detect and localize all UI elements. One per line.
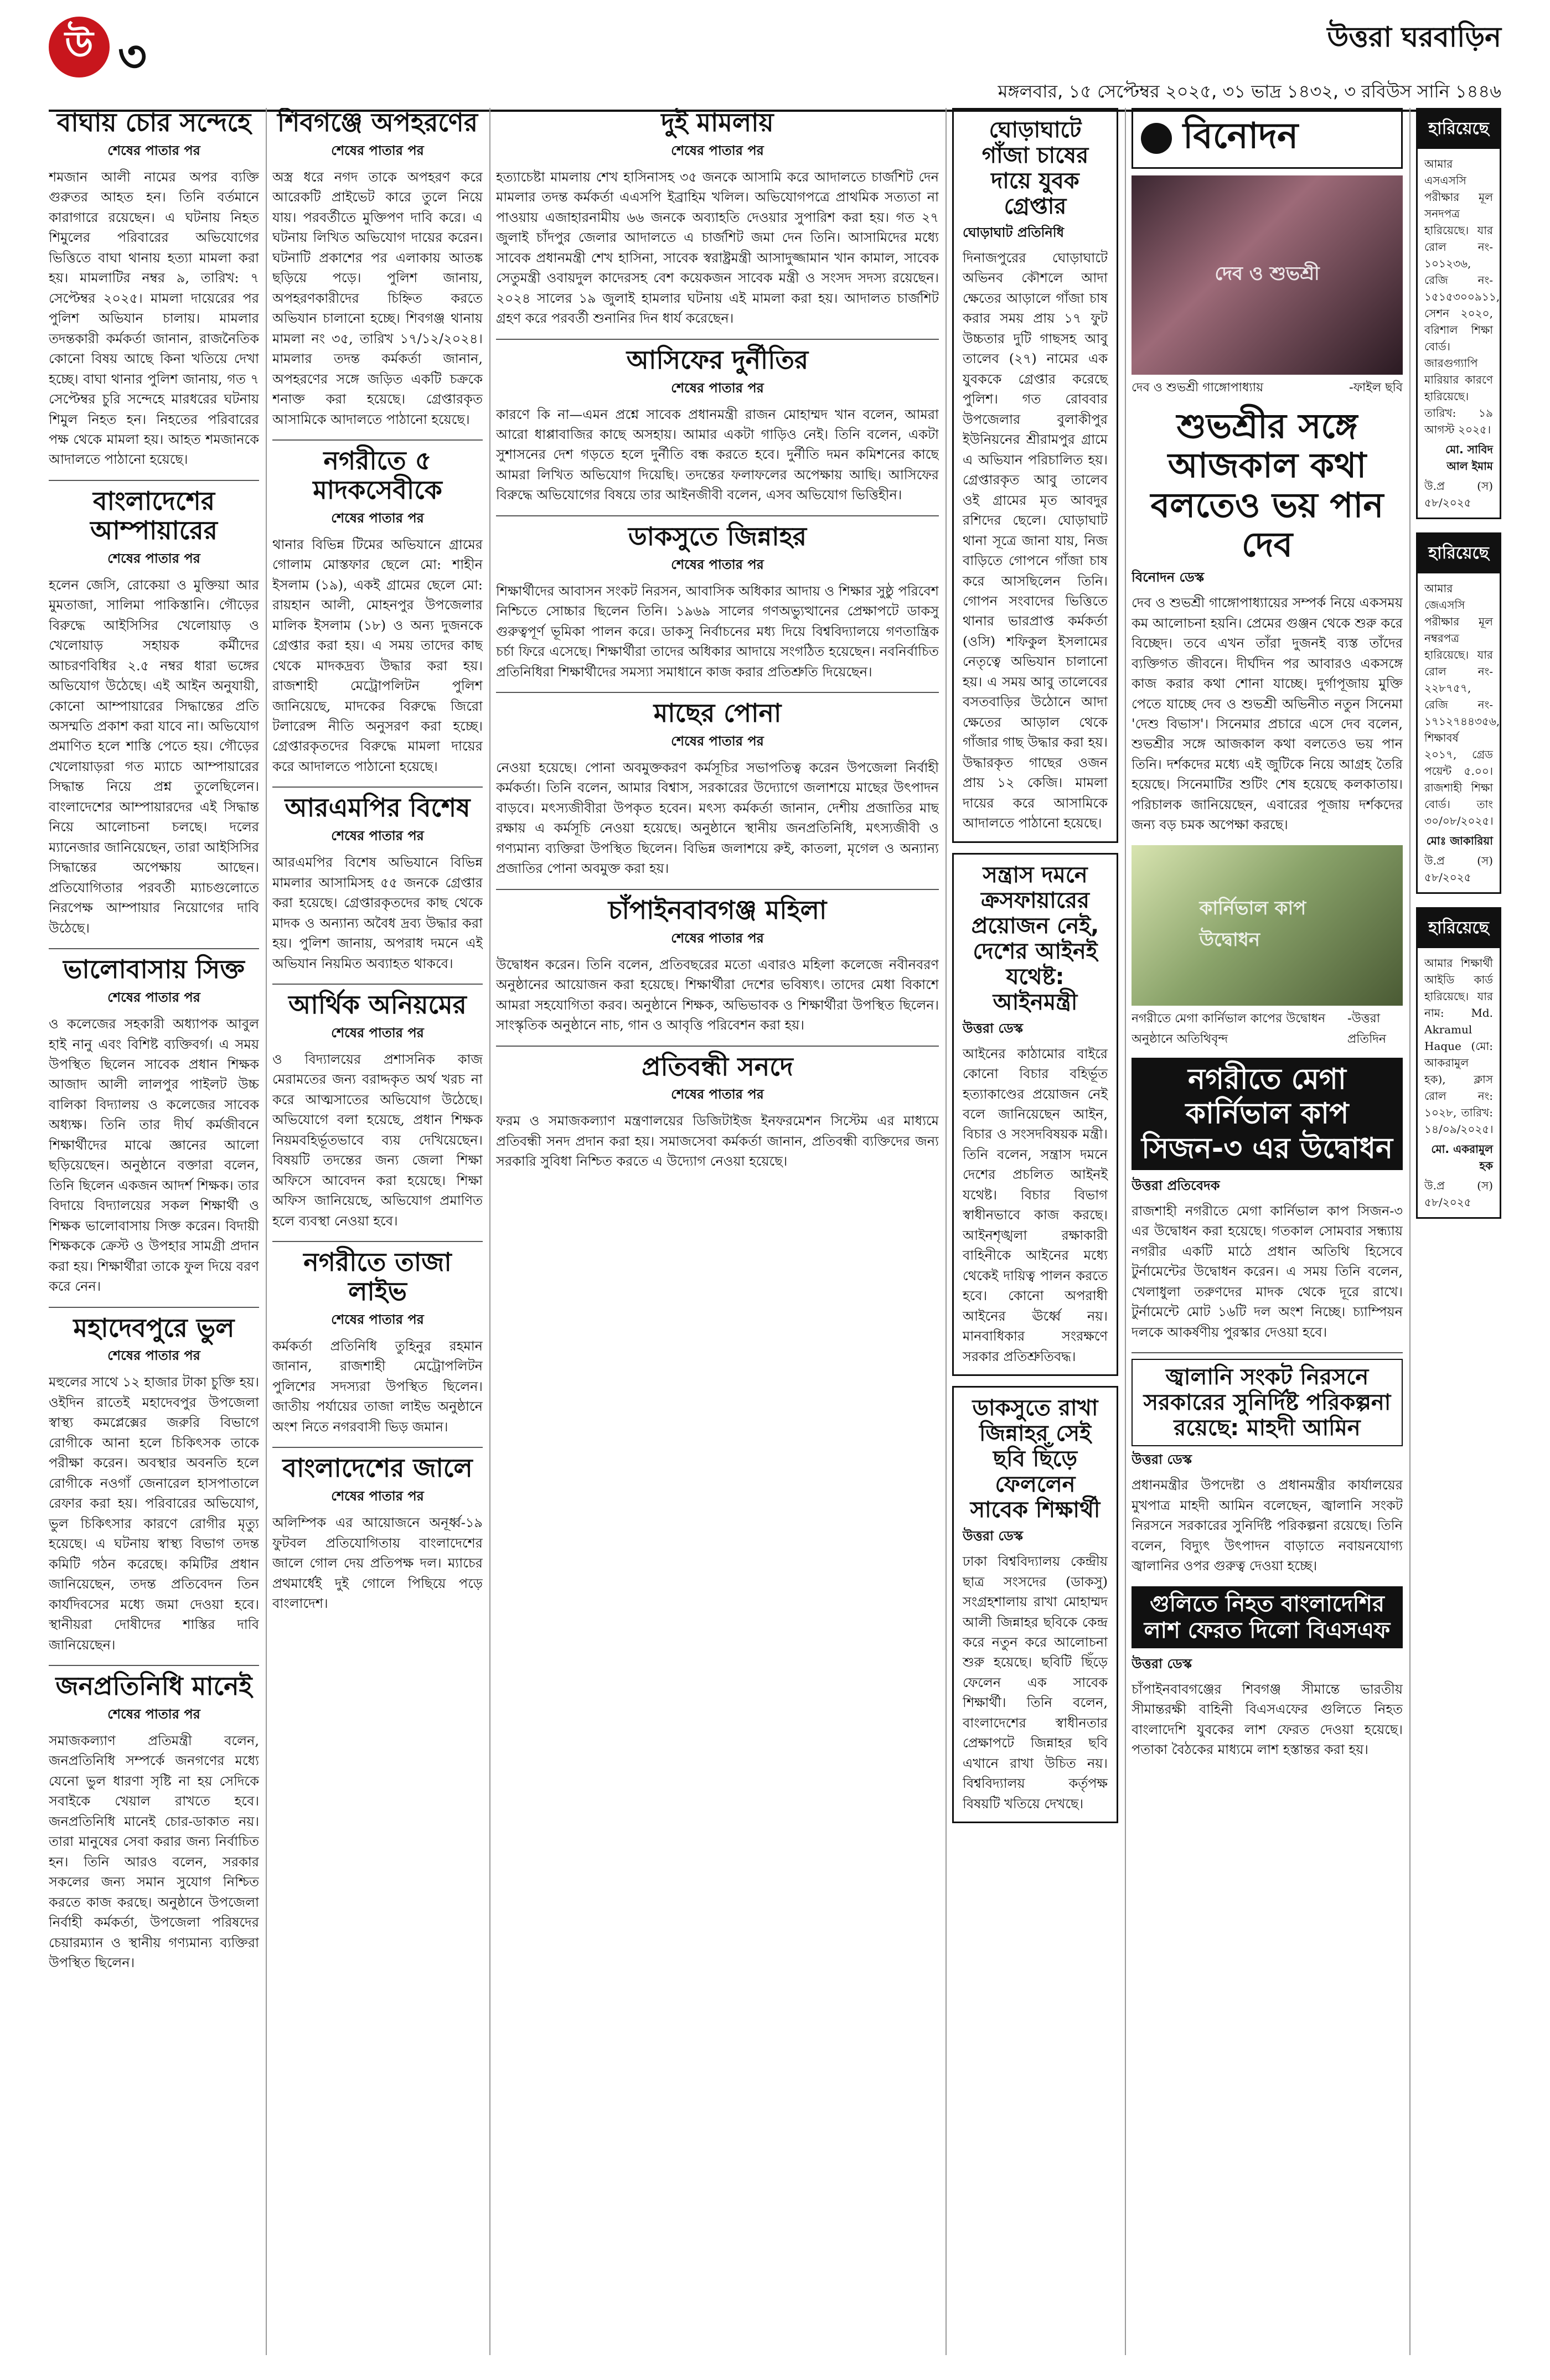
continued-label: শেষের পাতার পর bbox=[107, 1348, 200, 1364]
article-bagha bbox=[49, 108, 259, 470]
headline: বাংলাদেশের জালে bbox=[282, 1453, 473, 1483]
article-body: রাজশাহী নগরীতে মেগা কার্নিভাল কাপ সিজন-৩ এর উদ্বোধন করা হয়েছে। গতকাল সোমবার সন্ধ্যায় নগরীর একটি মাঠে প্রধান অতিথি হিসেবে টুর্নামেন্টের উদ্বোধন করেন। এ সময় তিনি বলেন, খেলাধুলা তরুণদের মাদক থেকে দূরে রাখে। টুর্নামেন্টে মোট ১৬টি দল অংশ নিচ্ছে। চ্যাম্পিয়ন দলকে আকর্ষণীয় পুরস্কার দেওয়া হবে। bbox=[1132, 1203, 1403, 1340]
headline: দুই মামলায় bbox=[661, 108, 774, 137]
headline: চাঁপাইনবাবগঞ্জ মহিলা bbox=[608, 894, 827, 925]
notice-ref: উ.প্র (স) ৫৮/২০২৫ bbox=[1424, 479, 1493, 509]
page-number: ৩ bbox=[118, 30, 147, 82]
article-body: অলিম্পিক এর আয়োজনে অনূর্ধ্ব-১৯ ফুটবল প্রতিযোগিতায় বাংলাদেশের জালে গোল দেয় প্রতিপক্ষ দল। ম্যাচের প্রথমার্ধেই দুই গোলে পিছিয়ে পড়ে বাংলাদেশ। bbox=[272, 1515, 483, 1612]
lost-notice bbox=[1416, 108, 1501, 519]
divider bbox=[49, 1665, 259, 1666]
article-live bbox=[272, 1248, 483, 1437]
headline: প্রতিবন্ধী সনদে bbox=[642, 1051, 793, 1082]
headline: মাছের পোনা bbox=[653, 698, 782, 728]
continued-label: শেষের পাতার পর bbox=[671, 556, 764, 572]
photo-label: কার্নিভাল কাপ উদ্বোধন bbox=[1199, 897, 1306, 951]
headline: বাঘায় চোর সন্দেহে bbox=[56, 108, 251, 137]
article-body: নেওয়া হয়েছে। পোনা অবমুক্তকরণ কর্মসূচির সভাপতিত্ব করেন উপজেলা নির্বাহী কর্মকর্তা। তিনি বলেন, আমার বিশ্বাস, সরকারের উদ্যোগে জলাশয়ে মাছের উৎপাদন বাড়বে। মৎস্যজীবীরা উপকৃত হবেন। মৎস্য কর্মকর্তা জানান, দেশীয় প্রজাতির মাছ রক্ষায় এ কর্মসূচি নেওয়া হয়েছে। অনুষ্ঠানে স্থানীয় জনপ্রতিনিধি, মৎস্যজীবী ও গণ্যমান্য ব্যক্তিরা উপস্থিত ছিলেন। বিভিন্ন জলাশয়ে রুই, কাতলা, মৃগেল ও অন্যান্য প্রজাতির পোনা অবমুক্ত করা হয়। bbox=[496, 760, 939, 877]
article-carnival bbox=[1132, 1058, 1403, 1342]
continued-label: শেষের পাতার পর bbox=[671, 1086, 764, 1103]
column-5 bbox=[1132, 108, 1403, 2355]
divider bbox=[496, 889, 939, 890]
article-body: উদ্বোধন করেন। তিনি বলেন, প্রতিবছরের মতো এবারও মহিলা কলেজে নবীনবরণ অনুষ্ঠানের আয়োজন করা হয়েছে। শিক্ষার্থীরা দেশের ভবিষ্যৎ। তাদের মেধা বিকাশে আমরা সহযোগিতা করব। অনুষ্ঠানে শিক্ষক, অভিভাবক ও শিক্ষার্থীরা উপস্থিত ছিলেন। সাংস্কৃতিক অনুষ্ঠানে নাচ, গান ও আবৃত্তি পরিবেশন করা হয়। bbox=[496, 956, 939, 1033]
notice-signer: মো. সাবিদ আল ইমাম bbox=[1445, 443, 1493, 473]
article-womens-college bbox=[496, 896, 939, 1036]
divider bbox=[496, 692, 939, 693]
divider bbox=[272, 439, 483, 441]
column-6 bbox=[1416, 108, 1501, 2355]
article-body: ঢাকা বিশ্ববিদ্যালয় কেন্দ্রীয় ছাত্র সংসদের (ডাকসু) সংগ্রহশালায় রাখা মোহাম্মদ আলী জিন্নাহর ছবিকে কেন্দ্র করে নতুন করে আলোচনা শুরু হয়েছে। ছবিটি ছিঁড়ে ফেলেন এক সাবেক শিক্ষার্থী। তিনি বলেন, বাংলাদেশের স্বাধীনতার প্রেক্ষাপটে জিন্নাহর ছবি এখানে রাখা উচিত নয়। বিশ্ববিদ্যালয় কর্তৃপক্ষ বিষয়টি খতিয়ে দেখছে। bbox=[963, 1554, 1108, 1812]
lost-notice bbox=[1416, 907, 1501, 1219]
article-crossfire bbox=[952, 853, 1118, 1377]
article-ducsu bbox=[496, 522, 939, 682]
caption-text: নগরীতে মেগা কার্নিভাল কাপের উদ্বোধন অনুষ্ঠানে অতিথিবৃন্দ bbox=[1132, 1011, 1326, 1046]
divider bbox=[496, 1046, 939, 1047]
divider bbox=[496, 339, 939, 340]
headline: নগরীতে তাজা লাইভ bbox=[303, 1247, 452, 1307]
newspaper-brand: উত্তরা ঘরবাড়িন bbox=[1327, 21, 1501, 53]
divider bbox=[49, 948, 259, 949]
divider bbox=[49, 1307, 259, 1308]
continued-label: শেষের পাতার পর bbox=[107, 142, 200, 158]
article-two-cases bbox=[496, 108, 939, 329]
continued-label: শেষের পাতার পর bbox=[107, 550, 200, 566]
continued-label: শেষের পাতার পর bbox=[671, 380, 764, 396]
byline: বিনোদন ডেস্ক bbox=[1132, 570, 1205, 586]
byline: উত্তরা ডেস্ক bbox=[963, 1528, 1024, 1544]
byline: ঘোড়াঘাট প্রতিনিধি bbox=[963, 225, 1065, 240]
byline: উত্তরা প্রতিবেদক bbox=[1132, 1177, 1220, 1193]
article-body: আরএমপির বিশেষ অভিযানে বিভিন্ন মামলার আসামিসহ ৫৫ জনকে গ্রেপ্তার করা হয়েছে। গ্রেপ্তারকৃতদের কাছ থেকে মাদক ও অন্যান্য অবৈধ দ্রব্য উদ্ধার করা হয়। পুলিশ জানায়, অপরাধ দমনে এই অভিযান নিয়মিত অব্যাহত থাকবে। bbox=[272, 855, 483, 971]
article-body: থানার বিভিন্ন টিমের অভিযানে গ্রামের গোলাম মোস্তফার ছেলে মো: শাহীন ইসলাম (১৯), একই গ্রামের ছেলে মো: রায়হান আলী, মোহনপুর উপজেলার মালিক ইসলাম (১৮) ও অন্য দুজনকে গ্রেপ্তার করা হয়। এ সময় তাদের কাছ থেকে মাদকদ্রব্য উদ্ধার করা হয়। রাজশাহী মেট্রোপলিটন পুলিশ জানিয়েছে, মাদকের বিরুদ্ধে জিরো টলারেন্স নীতি অনুসরণ করা হচ্ছে। গ্রেপ্তারকৃতদের বিরুদ্ধে মামলা দায়ের করে আদালতে পাঠানো হয়েছে। bbox=[272, 536, 483, 774]
notice-title: হারিয়েছে bbox=[1418, 110, 1500, 149]
lost-notice bbox=[1416, 532, 1501, 894]
article-body: কর্মকর্তা প্রতিনিধি তুহিনুর রহমান জানান, রাজশাহী মেট্রোপলিটন পুলিশের সদস্যরা উপস্থিত ছিলেন। জাতীয় পর্যায়ের তাজা লাইভ অনুষ্ঠানে অংশ নিতে নগরবাসী ভিড় জমান। bbox=[272, 1338, 483, 1435]
headline: গুলিতে নিহত বাংলাদেশির লাশ ফেরত দিলো বিএসএফ bbox=[1132, 1586, 1403, 1648]
continued-label: শেষের পাতার পর bbox=[331, 1025, 424, 1041]
entertainment-photo bbox=[1132, 175, 1403, 375]
article-rmp bbox=[272, 793, 483, 974]
headline: শিবগঞ্জে অপহরণের bbox=[277, 108, 478, 137]
article-corruption bbox=[496, 345, 939, 505]
headline: জ্বালানি সংকট নিরসনে সরকারের সুনির্দিষ্ট পরিকল্পনা রয়েছে: মাহদী আমিন bbox=[1132, 1359, 1403, 1446]
article-mohadevpur bbox=[49, 1313, 259, 1655]
article-farewell bbox=[49, 955, 259, 1296]
article-energy bbox=[1132, 1359, 1403, 1576]
notice-body bbox=[1418, 149, 1500, 518]
column-rule bbox=[946, 108, 947, 2355]
photo-caption bbox=[1132, 378, 1403, 399]
headline: জনপ্রতিনিধি মানেই bbox=[55, 1671, 252, 1701]
section-title: বিনোদন bbox=[1183, 115, 1299, 157]
article-jinnah-photo bbox=[952, 1386, 1118, 1823]
continued-label: শেষের পাতার পর bbox=[331, 1488, 424, 1504]
headline: নগরীতে ৫ মাদকসেবীকে bbox=[313, 445, 442, 505]
continued-label: শেষের পাতার পর bbox=[671, 930, 764, 946]
continued-label: শেষের পাতার পর bbox=[331, 510, 424, 526]
article-body: হলেন জেসি, রোকেয়া ও মুক্তিয়া আর মুমতাজা, সালিমা পাকিস্তানি। গৌড়ের বিরুদ্ধে আইসিসির খেলোয়াড় ও খেলোয়াড় সহায়ক কর্মীদের আচরণবিধির ২.৫ নম্বর ধারা ভঙ্গের অভিযোগ উঠেছে। এই আইন অনুযায়ী, কোনো আম্পায়ারের সিদ্ধান্তের প্রতি অসম্মতি প্রকাশ করা যাবে না। অভিযোগ প্রমাণিত হলে শাস্তি পেতে হয়। গৌড়ের খেলোয়াড়রা গত ম্যাচে আম্পায়ারের সিদ্ধান্ত নিয়ে প্রশ্ন তুলেছিলেন। বাংলাদেশের আম্পায়ারদের এই সিদ্ধান্ত নিয়ে আলোচনা চলছে। দলের ম্যানেজার জানিয়েছেন, তারা আইসিসির সিদ্ধান্তের অপেক্ষায় আছেন। প্রতিযোগিতার পরবর্তী ম্যাচগুলোতে নিরপেক্ষ আম্পায়ার নিয়োগের দাবি উঠেছে। bbox=[49, 577, 259, 936]
headline: নগরীতে মেগা কার্নিভাল কাপ সিজন-৩ এর উদ্বোধন bbox=[1132, 1058, 1403, 1170]
byline: উত্তরা ডেস্ক bbox=[1132, 1655, 1192, 1672]
issue-date: মঙ্গলবার, ১৫ সেপ্টেম্বর ২০২৫, ৩১ ভাদ্র ১৪৩২, ৩ রবিউস সানি ১৪৪৬ bbox=[998, 81, 1501, 102]
article-body: অস্ত্র ধরে নগদ তাকে অপহরণ করে আরেকটি প্রাইভেট কারে তুলে নিয়ে যায়। পরবর্তীতে মুক্তিপণ দাবি করে। এ ঘটনায় লিখিত অভিযোগ দায়ের করেন। ঘটনাটি প্রকাশের পর এলাকায় আতঙ্ক ছড়িয়ে পড়ে। পুলিশ জানায়, অপহরণকারীদের চিহ্নিত করতে অভিযান চালানো হচ্ছে। শিবগঞ্জ থানায় মামলা নং ৩৫, তারিখ ১৭/১২/২০২৪। মামলার তদন্ত কর্মকর্তা জানান, অপহরণের সঙ্গে জড়িত একটি চক্রকে শনাক্ত করা হয়েছে। গ্রেপ্তারকৃত আসামিকে আদালতে পাঠানো হয়েছে। bbox=[272, 169, 483, 427]
article-subhashree bbox=[1132, 406, 1403, 835]
headline: মহাদেবপুরে ভুল bbox=[73, 1312, 235, 1343]
column-rule bbox=[266, 108, 267, 2355]
section-marker-icon bbox=[1141, 123, 1172, 154]
headline: বাংলাদেশের আম্পায়ারের bbox=[90, 485, 218, 545]
notice-title: হারিয়েছে bbox=[1418, 909, 1500, 948]
byline: উত্তরা ডেস্ক bbox=[1132, 1452, 1192, 1468]
article-body: প্রধানমন্ত্রীর উপদেষ্টা ও প্রধানমন্ত্রীর কার্যালয়ের মুখপাত্র মাহদী আমিন বলেছেন, জ্বালানি সংকট নিরসনে সরকারের সুনির্দিষ্ট পরিকল্পনা রয়েছে। তিনি বলেন, বিদ্যুৎ উৎপাদন বাড়াতে নবায়নযোগ্য জ্বালানির ওপর গুরুত্ব দেওয়া হচ্ছে। bbox=[1132, 1477, 1403, 1574]
column-2 bbox=[272, 108, 483, 2355]
headline: আর্থিক অনিয়মের bbox=[288, 990, 467, 1020]
column-rule bbox=[489, 108, 490, 2355]
headline: ডাকসুতে রাখা জিন্নাহর সেই ছবি ছিঁড়ে ফেললেন সাবেক শিক্ষার্থী bbox=[970, 1395, 1100, 1523]
photo-label: দেব ও শুভশ্রী bbox=[1215, 262, 1320, 285]
column-1 bbox=[49, 108, 259, 2355]
page-logo: উ bbox=[49, 17, 110, 77]
divider bbox=[272, 787, 483, 788]
headline: সন্ত্রাস দমনে ক্রসফায়ারের প্রয়োজন নেই, দেশের আইনই যথেষ্ট: আইনমন্ত্রী bbox=[971, 862, 1099, 1015]
notice-body bbox=[1418, 948, 1500, 1217]
article-bsf bbox=[1132, 1586, 1403, 1760]
notice-text: আমার শিক্ষার্থী আইডি কার্ড হারিয়েছে। যার নাম: Md. Akramul Haque (মো: আকরামুল হক), ক্লাস রোল নং: ১০২৮, তারিখ: ১৪/০৯/২০২৫। bbox=[1424, 956, 1494, 1136]
divider bbox=[272, 984, 483, 985]
article-body: হত্যাচেষ্টা মামলায় শেখ হাসিনাসহ ৩৫ জনকে আসামি করে আদালতে চার্জশিট দেন মামলার তদন্ত কর্মকর্তা এএসপি ইব্রাহিম খলিল। অভিযোগপত্রে প্রাথমিক সত্যতা না পাওয়ায় এজাহারনামীয় ৬৬ জনকে অব্যাহতি দেওয়ার সুপারিশ করা হয়। গত ২৭ জুলাই চাঁদপুর জেলার আদালতে এ চার্জশিট জমা দেন তিনি। আসামিদের মধ্যে সাবেক প্রধানমন্ত্রী শেখ হাসিনা, সাবেক স্বরাষ্ট্রমন্ত্রী আসাদুজ্জামান খান কামাল, সাবেক সেতুমন্ত্রী ওবায়দুল কাদেরসহ বেশ কয়েকজন সাবেক মন্ত্রী ও সংসদ সদস্য রয়েছেন। ২০২৪ সালের ১৯ জুলাই হামলার ঘটনায় এই মামলা করা হয়। আদালত চার্জশিট গ্রহণ করে পরবর্তী শুনানির দিন ধার্য করেছেন। bbox=[496, 169, 939, 327]
article-body: কারণে কি না—এমন প্রশ্নে সাবেক প্রধানমন্ত্রী রাজন মোহাম্মদ খান বলেন, আমরা আরো ধাপ্পাবাজির কাছে অসহায়। আমার একটা গাড়িও নেই। তিনি বলেন, একটা সুশাসনের দেশ গড়তে হলে দুর্নীতি বন্ধ করতে হবে। দুর্নীতি দমন কমিশনের কাছে আমরা লিখিত অভিযোগ দিয়েছি। তদন্তের ফলাফলের অপেক্ষায় আছি। আসিফের বিরুদ্ধে অভিযোগের বিষয়ে তার আইনজীবী বলেন, এসব অভিযোগ ভিত্তিহীন। bbox=[496, 406, 939, 503]
article-representative bbox=[49, 1672, 259, 1973]
headline: ঘোড়াঘাটে গাঁজা চাষের দায়ে যুবক গ্রেপ্তার bbox=[981, 117, 1089, 219]
notice-title: হারিয়েছে bbox=[1418, 534, 1500, 573]
article-drug-users bbox=[272, 446, 483, 777]
byline: উত্তরা ডেস্ক bbox=[963, 1020, 1024, 1036]
photo-caption bbox=[1132, 1009, 1403, 1050]
caption-credit: -উত্তরা প্রতিদিন bbox=[1347, 1011, 1387, 1046]
article-financial bbox=[272, 990, 483, 1231]
headline: শুভশ্রীর সঙ্গে আজকাল কথা বলতেও ভয় পান দেব bbox=[1150, 406, 1384, 565]
continued-label: শেষের পাতার পর bbox=[107, 990, 200, 1006]
article-shibganj bbox=[272, 108, 483, 430]
headline: আসিফের দুর্নীতির bbox=[626, 344, 809, 375]
headline: ভালোবাসায় সিক্ত bbox=[63, 954, 245, 985]
article-body: ও বিদ্যালয়ের প্রশাসনিক কাজ মেরামতের জন্য বরাদ্দকৃত অর্থ খরচ না করে আত্মসাতের অভিযোগ উঠেছে। অভিযোগে বলা হয়েছে, প্রধান শিক্ষক নিয়মবহির্ভূতভাবে ব্যয় দেখিয়েছেন। বিষয়টি তদন্তের জন্য জেলা শিক্ষা অফিসে আবেদন করা হয়েছে। শিক্ষা অফিস জানিয়েছে, অভিযোগ প্রমাণিত হলে ব্যবস্থা নেওয়া হবে। bbox=[272, 1051, 483, 1229]
article-body: দিনাজপুরের ঘোড়াঘাটে অভিনব কৌশলে আদা ক্ষেতের আড়ালে গাঁজা চাষ করার সময় প্রায় ১৭ ফুট উচ্চতার দুটি গাছসহ আবু তালেব (২৭) নামের এক যুবককে গ্রেপ্তার করেছে পুলিশ। গত রোববার উপজেলার বুলাকীপুর ইউনিয়নের শ্রীরামপুর গ্রামে এ অভিযান পরিচালিত হয়। গ্রেপ্তারকৃত আবু তালেব ওই গ্রামের মৃত আবদুর রশিদের ছেলে। ঘোড়াঘাট থানা সূত্রে জানা যায়, নিজ বাড়িতে গোপনে গাঁজা চাষ করে আসছিলেন তিনি। গোপন সংবাদের ভিত্তিতে থানার ভারপ্রাপ্ত কর্মকর্তা (ওসি) শফিকুল ইসলামের নেতৃত্বে অভিযান চালানো হয়। এ সময় আবু তালেবের বসতবাড়ির উঠোনে আদা ক্ষেতের আড়াল থেকে গাঁজার গাছ উদ্ধার করা হয়। উদ্ধারকৃত গাছের ওজন প্রায় ১২ কেজি। মামলা দায়ের করে আসামিকে আদালতে পাঠানো হয়েছে। bbox=[963, 250, 1108, 831]
notice-signer: মো. একরামুল হক bbox=[1431, 1142, 1493, 1172]
article-body: ও কলেজের সহকারী অধ্যাপক আবুল হাই নানু এবং বিশিষ্ট ব্যক্তিবর্গ। এ সময় উপস্থিত ছিলেন সাবেক প্রধান শিক্ষক আজাদ আলী লালপুর পাইলট উচ্চ বালিকা বিদ্যালয় ও কলেজের সাবেক অধ্যক্ষ। তিনি তার দীর্ঘ কর্মজীবনে শিক্ষার্থীদের মাঝে জ্ঞানের আলো ছড়িয়েছেন। অনুষ্ঠানে বক্তারা বলেন, তিনি ছিলেন একজন আদর্শ শিক্ষক। তার বিদায়ে বিদ্যালয়ের সকল শিক্ষার্থী ও শিক্ষক ভালোবাসায় সিক্ত করেন। বিদায়ী শিক্ষককে ক্রেস্ট ও উপহার সামগ্রী প্রদান করা হয়। শিক্ষার্থীরা তাকে ফুল দিয়ে বরণ করে নেন। bbox=[49, 1016, 259, 1295]
divider bbox=[49, 480, 259, 481]
column-4 bbox=[952, 108, 1118, 2355]
article-body: সমাজকল্যাণ প্রতিমন্ত্রী বলেন, জনপ্রতিনিধি সম্পর্কে জনগণের মধ্যে যেনো ভুল ধারণা সৃষ্টি না হয় সেদিকে সবাইকে খেয়াল রাখতে হবে। জনপ্রতিনিধি মানেই চোর-ডাকাত নয়। তারা মানুষের সেবা করার জন্য নির্বাচিত হন। তিনি আরও বলেন, সরকার সকলের জন্য সমান সুযোগ নিশ্চিত করতে কাজ করছে। অনুষ্ঠানে উপজেলা নির্বাহী কর্মকর্তা, উপজেলা পরিষদের চেয়ারম্যান ও স্থানীয় গণ্যমান্য ব্যক্তিরা উপস্থিত ছিলেন। bbox=[49, 1732, 259, 1971]
article-body: মহুলের সাথে ১২ হাজার টাকা চুক্তি হয়। ওইদিন রাতেই মহাদেবপুর উপজেলা স্বাস্থ্য কমপ্লেক্সের জরুরি বিভাগে রোগীকে আনা হলে চিকিৎসক তাকে পরীক্ষা করেন। অবস্থার অবনতি হলে রোগীকে নওগাঁ জেনারেল হাসপাতালে রেফার করা হয়। পরিবারের অভিযোগ, ভুল চিকিৎসার কারণে রোগীর মৃত্যু হয়েছে। এ ঘটনায় স্বাস্থ্য বিভাগ তদন্ত কমিটি গঠন করেছে। কমিটির প্রধান জানিয়েছেন, তদন্ত প্রতিবেদন তিন কার্যদিবসের মধ্যে জমা দেওয়া হবে। স্থানীয়রা দোষীদের শাস্তির দাবি জানিয়েছেন। bbox=[49, 1374, 259, 1653]
caption-text: দেব ও শুভশ্রী গাঙ্গোপাধ্যায় bbox=[1132, 381, 1264, 395]
column-3 bbox=[496, 108, 939, 2355]
divider bbox=[496, 515, 939, 516]
article-body: দেব ও শুভশ্রী গাঙ্গোপাধ্যায়ের সম্পর্ক নিয়ে একসময় কম আলোচনা হয়নি। প্রেমের গুঞ্জন থেকে শুরু করে বিচ্ছেদ। তবে এখন তাঁরা দুজনই ব্যস্ত তাঁদের ব্যক্তিগত জীবনে। দীর্ঘদিন পর আবারও একসঙ্গে কাজ করার কথা শোনা যাচ্ছে। দুর্গাপূজায় মুক্তি পেতে যাচ্ছে দেব ও শুভশ্রী অভিনীত নতুন সিনেমা 'দেশু বিভাস'। সিনেমার প্রচারে এসে দেব বলেন, শুভশ্রীর সঙ্গে আজকাল কথা বলতেও ভয় পান তিনি। দর্শকদের মধ্যে এই জুটিকে নিয়ে আগ্রহ তৈরি হয়েছে। সিনেমাটির শুটিং শেষ হয়েছে কলকাতায়। পরিচালক জানিয়েছেন, এবারের পূজায় দর্শকদের জন্য বড় চমক অপেক্ষা করছে। bbox=[1132, 595, 1403, 833]
column-rule bbox=[1125, 108, 1126, 2355]
continued-label: শেষের পাতার পর bbox=[107, 1706, 200, 1722]
continued-label: শেষের পাতার পর bbox=[331, 142, 424, 158]
carnival-photo bbox=[1132, 845, 1403, 1006]
article-umpire bbox=[49, 487, 259, 938]
article-body: আইনের কাঠামোর বাইরে কোনো বিচার বহির্ভূত হত্যাকাণ্ডের প্রয়োজন নেই বলে জানিয়েছেন আইন, বিচার ও সংসদবিষয়ক মন্ত্রী। তিনি বলেন, সন্ত্রাস দমনে দেশের প্রচলিত আইনই যথেষ্ট। বিচার বিভাগ স্বাধীনভাবে কাজ করছে। আইনশৃঙ্খলা রক্ষাকারী বাহিনীকে আইনের মধ্যে থেকেই দায়িত্ব পালন করতে হবে। কোনো অপরাধী আইনের ঊর্ধ্বে নয়। মানবাধিকার সংরক্ষণে সরকার প্রতিশ্রুতিবদ্ধ। bbox=[963, 1046, 1108, 1364]
article-body: ফরম ও সমাজকল্যাণ মন্ত্রণালয়ের ডিজিটাইজ ইনফরমেশন সিস্টেম এর মাধ্যমে প্রতিবন্ধী সনদ প্রদান করা হয়। সমাজসেবা কর্মকর্তা জানান, প্রতিবন্ধী ব্যক্তিদের জন্য সরকারি সুবিধা নিশ্চিত করতে এ উদ্যোগ নেওয়া হয়েছে। bbox=[496, 1113, 939, 1170]
article-disability bbox=[496, 1052, 939, 1172]
headline: আরএমপির বিশেষ bbox=[285, 793, 471, 823]
article-body: শমজান আলী নামের অপর ব্যক্তি গুরুতর আহত হন। তিনি বর্তমানে কারাগারে রয়েছেন। এ ঘটনায় নিহত শিমুলের পরিবারের অভিযোগের ভিত্তিতে বাঘা থানায় হত্যা মামলা করা হয়। মামলাটির নম্বর ৯, তারিখ: ৭ সেপ্টেম্বর ২০২৫। মামলা দায়েরের পর পুলিশ অভিযান চালায়। মামলার তদন্তকারী কর্মকর্তা জানান, রাজনৈতিক কোনো বিষয় আছে কিনা খতিয়ে দেখা হচ্ছে। বাঘা থানার পুলিশ জানায়, গত ৭ সেপ্টেম্বর চুরি সন্দেহে মারধরের ঘটনায় শিমুল নিহত হন। নিহতের পরিবারের পক্ষ থেকে মামলা হয়। আহত শমজানকে আদালতে পাঠানো হয়েছে। bbox=[49, 169, 259, 468]
article-goal bbox=[272, 1453, 483, 1613]
article-ghoraghat bbox=[952, 108, 1118, 843]
entertainment-header bbox=[1132, 108, 1403, 169]
divider bbox=[272, 1241, 483, 1242]
continued-label: শেষের পাতার পর bbox=[671, 142, 764, 158]
notice-ref: উ.প্র (স) ৫৮/২০২৫ bbox=[1424, 1179, 1493, 1209]
notice-body bbox=[1418, 573, 1500, 892]
headline: ডাকসুতে জিন্নাহর bbox=[628, 521, 807, 551]
article-fish bbox=[496, 699, 939, 879]
article-body: চাঁপাইনবাবগঞ্জের শিবগঞ্জ সীমান্তে ভারতীয় সীমান্তরক্ষী বাহিনী বিএসএফের গুলিতে নিহত বাংলাদেশি যুবকের লাশ ফেরত দেওয়া হয়েছে। পতাকা বৈঠকের মাধ্যমে লাশ হস্তান্তর করা হয়। bbox=[1132, 1681, 1403, 1758]
article-body: শিক্ষার্থীদের আবাসন সংকট নিরসন, আবাসিক অধিকার আদায় ও শিক্ষার সুষ্ঠু পরিবেশ নিশ্চিতে সোচ্চার ছিলেন তিনি। ১৯৬৯ সালের গণঅভ্যুত্থানের প্রেক্ষাপটে ডাকসু গুরুত্বপূর্ণ ভূমিকা পালন করে। ডাকসু নির্বাচনের মধ্য দিয়ে বিশ্ববিদ্যালয়ে গণতান্ত্রিক চর্চা ফিরে এসেছে। শিক্ষার্থীরা তাদের অধিকার আদায়ে সংগঠিত হয়েছেন। নবনির্বাচিত প্রতিনিধিরা শিক্ষার্থীদের সমস্যা সমাধানে কাজ করার প্রতিশ্রুতি দিয়েছেন। bbox=[496, 583, 939, 680]
continued-label: শেষের পাতার পর bbox=[331, 828, 424, 844]
divider bbox=[272, 1447, 483, 1448]
notice-text: আমার এসএসসি পরীক্ষার মূল সনদপত্র হারিয়েছে। যার রোল নং- ১০১২৩৬, রেজি নং- ১৫১৫৩০০৯১১, সেশন ২০২০, বরিশাল শিক্ষা বোর্ড। জারগুগ্যাপি মারিয়ার কারণে হারিয়েছে। তারিখ: ১৯ আগস্ট ২০২৫। bbox=[1424, 157, 1500, 436]
continued-label: শেষের পাতার পর bbox=[331, 1311, 424, 1327]
notice-ref: উ.প্র (স) ৫৮/২০২৫ bbox=[1424, 854, 1493, 884]
notice-signer: মোঃ জাকারিয়া bbox=[1426, 834, 1493, 847]
column-rule bbox=[1409, 108, 1410, 2355]
caption-credit: -ফাইল ছবি bbox=[1348, 381, 1403, 395]
divider bbox=[1132, 1352, 1403, 1353]
notice-text: আমার জেএসসি পরীক্ষার মূল নম্বরপত্র হারিয়েছে। যার রোল নং- ২২৮৭৫৭, রেজি নং- ১৭১২৭৪৪৩৫৬, শিক্ষাবর্ষ ২০১৭, গ্রেড পয়েন্ট ৫.০০। রাজশাহী শিক্ষা বোর্ড। তাং ৩০/০৮/২০২৫। bbox=[1424, 582, 1500, 827]
continued-label: শেষের পাতার পর bbox=[671, 733, 764, 749]
masthead bbox=[49, 17, 1501, 113]
